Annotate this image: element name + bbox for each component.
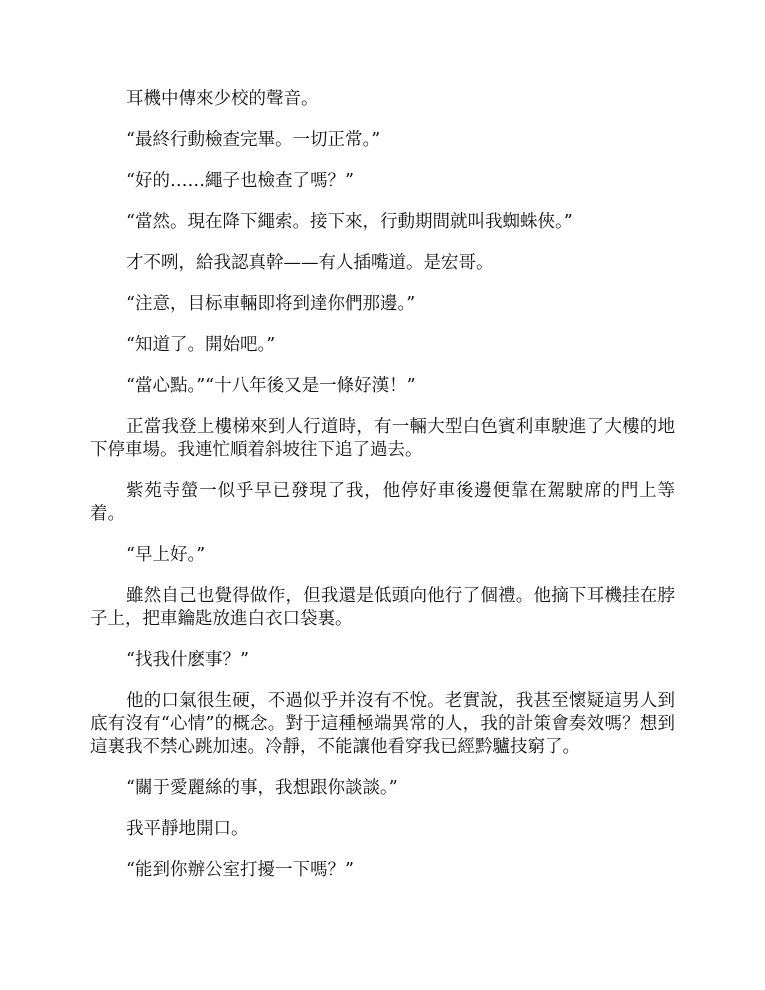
paragraph: 我平靜地開口。 bbox=[126, 819, 249, 839]
paragraph: “找我什麽事？” bbox=[126, 650, 249, 670]
paragraph: “最終行動檢查完畢。一切正常。” bbox=[126, 130, 381, 150]
paragraph: “關于愛麗絲的事，我想跟你談談。” bbox=[126, 778, 398, 798]
paragraph: 他的口氣很生硬，不過似乎并沒有不悅。老實說，我甚至懷疑這男人到底有沒有“心情”的概念。對于這種極端異常的人，我的計策會奏效嗎？想到這裏我不禁心跳加速。冷靜，不能讓他看穿我已經黔驢技窮了。 bbox=[90, 691, 675, 757]
paragraph: 才不咧，給我認真幹——有人插嘴道。是宏哥。 bbox=[126, 253, 494, 273]
paragraph: 紫苑寺螢一似乎早已發現了我，他停好車後邊便靠在駕駛席的門上等着。 bbox=[90, 481, 675, 524]
paragraph: “注意，目标車輛即将到達你們那邊。” bbox=[126, 294, 416, 314]
paragraph: “當心點。”“十八年後又是一條好漢！” bbox=[126, 376, 416, 396]
paragraph: “知道了。開始吧。” bbox=[126, 335, 276, 355]
paragraph: “能到你辦公室打擾一下嗎？” bbox=[126, 860, 354, 880]
paragraph: “早上好。” bbox=[126, 545, 206, 565]
paragraph: 正當我登上樓梯來到人行道時，有一輛大型白色賓利車駛進了大樓的地下停車場。我連忙順着斜坡往下追了過去。 bbox=[90, 417, 675, 460]
paragraph: 耳機中傳來少校的聲音。 bbox=[126, 89, 319, 109]
paragraph: 雖然自己也覺得做作，但我還是低頭向他行了個禮。他摘下耳機挂在脖子上，把車鑰匙放進白衣口袋裏。 bbox=[90, 586, 675, 629]
paragraph: “當然。現在降下繩索。接下來，行動期間就叫我蜘蛛俠。” bbox=[126, 212, 573, 232]
paragraph: “好的……繩子也檢查了嗎？” bbox=[126, 171, 354, 191]
